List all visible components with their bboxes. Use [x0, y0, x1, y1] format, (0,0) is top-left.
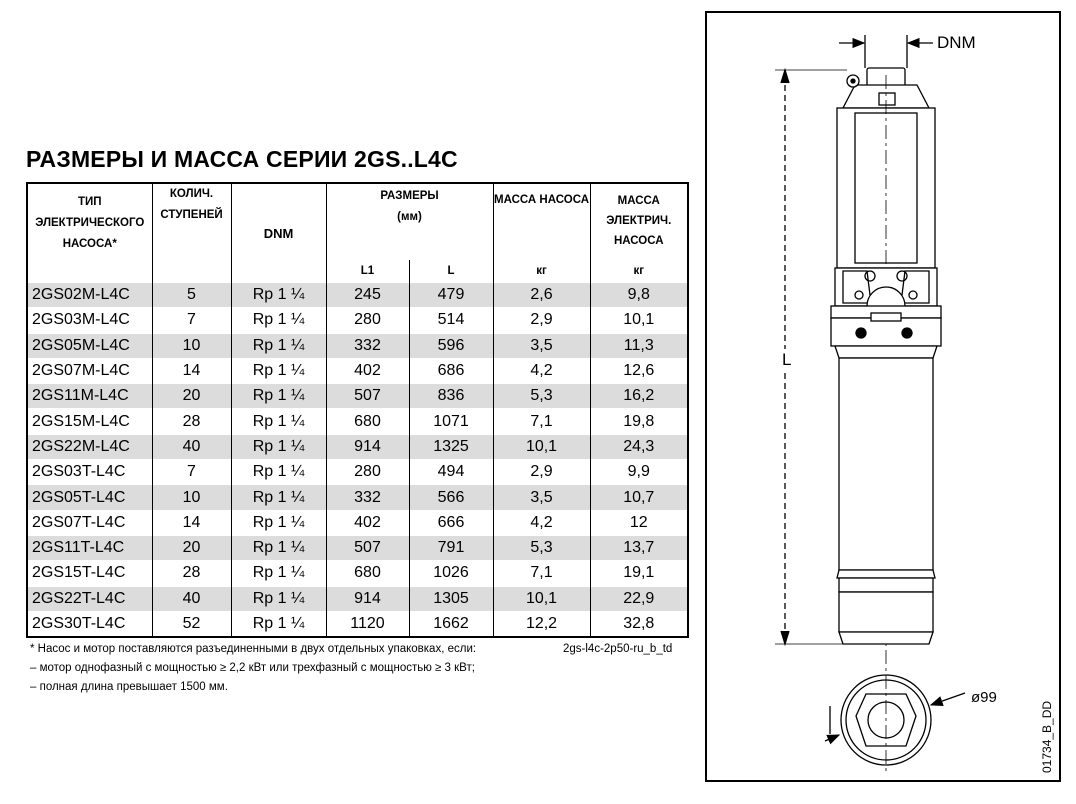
cell-type: 2GS22M-L4C — [27, 434, 152, 459]
cell-stages: 5 — [152, 283, 231, 308]
cell-dnm: Rp 1 ¼ — [231, 333, 326, 358]
header-stages: КОЛИЧ. СТУПЕНЕЙ — [152, 183, 231, 283]
cell-l1: 507 — [326, 384, 409, 409]
drawing-code: 01734_B_DD — [1040, 700, 1054, 773]
cell-motor-mass: 11,3 — [590, 333, 688, 358]
cell-type: 2GS22T-L4C — [27, 586, 152, 611]
cell-stages: 20 — [152, 535, 231, 560]
pump-drawing-frame — [705, 11, 1061, 782]
cell-motor-mass: 9,8 — [590, 283, 688, 308]
cell-pump-mass: 2,6 — [493, 283, 590, 308]
cell-l: 494 — [409, 460, 493, 485]
cell-motor-mass: 24,3 — [590, 434, 688, 459]
cell-type: 2GS11M-L4C — [27, 384, 152, 409]
table-row — [27, 333, 688, 358]
header-motor-mass: МАССА ЭЛЕКТРИЧ. НАСОСА — [606, 195, 672, 247]
cell-dnm: Rp 1 ¼ — [231, 485, 326, 510]
cell-l: 596 — [409, 333, 493, 358]
table-row — [27, 535, 688, 560]
footnote-line: – полная длина превышает 1500 мм. — [30, 681, 228, 693]
cell-motor-mass: 16,2 — [590, 384, 688, 409]
cell-stages: 14 — [152, 510, 231, 535]
cell-l: 1325 — [409, 434, 493, 459]
cell-l1: 280 — [326, 308, 409, 333]
cell-l1: 680 — [326, 409, 409, 434]
cell-l: 836 — [409, 384, 493, 409]
cell-type: 2GS03T-L4C — [27, 460, 152, 485]
cell-l: 1026 — [409, 561, 493, 586]
cell-dnm: Rp 1 ¼ — [231, 586, 326, 611]
cell-dnm: Rp 1 ¼ — [231, 460, 326, 485]
pump-drawing — [707, 13, 1063, 784]
cell-motor-mass: 13,7 — [590, 535, 688, 560]
header-pump-mass-unit: кг — [493, 260, 590, 283]
diameter-label: ø99 — [971, 689, 997, 706]
cell-stages: 28 — [152, 561, 231, 586]
header-l: L — [409, 260, 493, 283]
cell-stages: 7 — [152, 460, 231, 485]
table-row — [27, 561, 688, 586]
table-row — [27, 308, 688, 333]
header-l1: L1 — [326, 260, 409, 283]
cell-stages: 10 — [152, 333, 231, 358]
cell-stages: 20 — [152, 384, 231, 409]
cell-l1: 332 — [326, 485, 409, 510]
cell-l1: 332 — [326, 333, 409, 358]
cell-l: 514 — [409, 308, 493, 333]
cell-type: 2GS07M-L4C — [27, 358, 152, 383]
cell-l1: 680 — [326, 561, 409, 586]
header-motor-mass-unit: кг — [633, 265, 645, 277]
header-dnm: DNM — [231, 183, 326, 283]
cell-motor-mass: 12 — [590, 510, 688, 535]
cell-motor-mass: 32,8 — [590, 611, 688, 637]
cell-pump-mass: 3,5 — [493, 333, 590, 358]
cell-stages: 40 — [152, 586, 231, 611]
cell-dnm: Rp 1 ¼ — [231, 283, 326, 308]
cell-stages: 14 — [152, 358, 231, 383]
table-row — [27, 358, 688, 383]
cell-l: 1662 — [409, 611, 493, 637]
cell-l1: 1120 — [326, 611, 409, 637]
cell-l1: 402 — [326, 358, 409, 383]
cell-l1: 507 — [326, 535, 409, 560]
cell-motor-mass: 10,7 — [590, 485, 688, 510]
page-title: РАЗМЕРЫ И МАССА СЕРИИ 2GS..L4C — [26, 146, 458, 172]
cell-l: 1071 — [409, 409, 493, 434]
table-row — [27, 409, 688, 434]
cell-pump-mass: 7,1 — [493, 409, 590, 434]
table-row — [27, 510, 688, 535]
cell-motor-mass: 9,9 — [590, 460, 688, 485]
cell-pump-mass: 4,2 — [493, 358, 590, 383]
table-row — [27, 434, 688, 459]
cell-type: 2GS15T-L4C — [27, 561, 152, 586]
cell-l: 686 — [409, 358, 493, 383]
cell-dnm: Rp 1 ¼ — [231, 409, 326, 434]
table-row — [27, 283, 688, 308]
cell-l: 791 — [409, 535, 493, 560]
cell-l: 566 — [409, 485, 493, 510]
footnote-line: * Насос и мотор поставляются разъединенными в двух отдельных упаковках, если: — [30, 643, 477, 655]
cell-l1: 914 — [326, 586, 409, 611]
cell-l1: 402 — [326, 510, 409, 535]
cell-pump-mass: 10,1 — [493, 586, 590, 611]
cell-dnm: Rp 1 ¼ — [231, 611, 326, 637]
cell-dnm: Rp 1 ¼ — [231, 510, 326, 535]
cell-pump-mass: 3,5 — [493, 485, 590, 510]
cell-type: 2GS15M-L4C — [27, 409, 152, 434]
cell-motor-mass: 12,6 — [590, 358, 688, 383]
dnm-label: DNM — [937, 33, 976, 52]
cell-type: 2GS11T-L4C — [27, 535, 152, 560]
header-pump-mass: МАССА НАСОСА — [493, 183, 590, 260]
cell-stages: 28 — [152, 409, 231, 434]
cell-stages: 10 — [152, 485, 231, 510]
cell-stages: 52 — [152, 611, 231, 637]
header-type: ТИП ЭЛЕКТРИЧЕСКОГО НАСОСА* — [27, 183, 152, 283]
cell-pump-mass: 12,2 — [493, 611, 590, 637]
cell-l1: 245 — [326, 283, 409, 308]
table-row — [27, 611, 688, 637]
table-row — [27, 384, 688, 409]
cell-type: 2GS05T-L4C — [27, 485, 152, 510]
cell-dnm: Rp 1 ¼ — [231, 434, 326, 459]
cell-l: 1305 — [409, 586, 493, 611]
cell-motor-mass: 19,8 — [590, 409, 688, 434]
table-row — [27, 460, 688, 485]
footnote-line: – мотор однофазный с мощностью ≥ 2,2 кВт или трехфазный с мощностью ≥ 3 кВт; — [30, 662, 475, 674]
cell-motor-mass: 10,1 — [590, 308, 688, 333]
document-code: 2gs-l4c-2p50-ru_b_td — [563, 643, 673, 655]
header-dimensions: РАЗМЕРЫ (мм) — [326, 183, 493, 260]
cell-dnm: Rp 1 ¼ — [231, 535, 326, 560]
length-label: L — [782, 350, 792, 369]
cell-pump-mass: 4,2 — [493, 510, 590, 535]
cell-l1: 280 — [326, 460, 409, 485]
cell-type: 2GS02M-L4C — [27, 283, 152, 308]
cell-dnm: Rp 1 ¼ — [231, 358, 326, 383]
table-row — [27, 586, 688, 611]
cell-dnm: Rp 1 ¼ — [231, 384, 326, 409]
cell-motor-mass: 22,9 — [590, 586, 688, 611]
cell-pump-mass: 10,1 — [493, 434, 590, 459]
cell-dnm: Rp 1 ¼ — [231, 308, 326, 333]
cell-l: 479 — [409, 283, 493, 308]
cell-pump-mass: 7,1 — [493, 561, 590, 586]
cell-stages: 40 — [152, 434, 231, 459]
cell-type: 2GS05M-L4C — [27, 333, 152, 358]
dimensions-table — [26, 182, 689, 638]
cell-pump-mass: 2,9 — [493, 460, 590, 485]
cell-motor-mass: 19,1 — [590, 561, 688, 586]
cell-pump-mass: 5,3 — [493, 384, 590, 409]
cell-type: 2GS03M-L4C — [27, 308, 152, 333]
cell-dnm: Rp 1 ¼ — [231, 561, 326, 586]
cell-type: 2GS07T-L4C — [27, 510, 152, 535]
cell-type: 2GS30T-L4C — [27, 611, 152, 637]
cell-l: 666 — [409, 510, 493, 535]
cell-pump-mass: 5,3 — [493, 535, 590, 560]
footnotes — [30, 640, 476, 697]
cell-pump-mass: 2,9 — [493, 308, 590, 333]
table-row — [27, 485, 688, 510]
cell-stages: 7 — [152, 308, 231, 333]
cell-l1: 914 — [326, 434, 409, 459]
